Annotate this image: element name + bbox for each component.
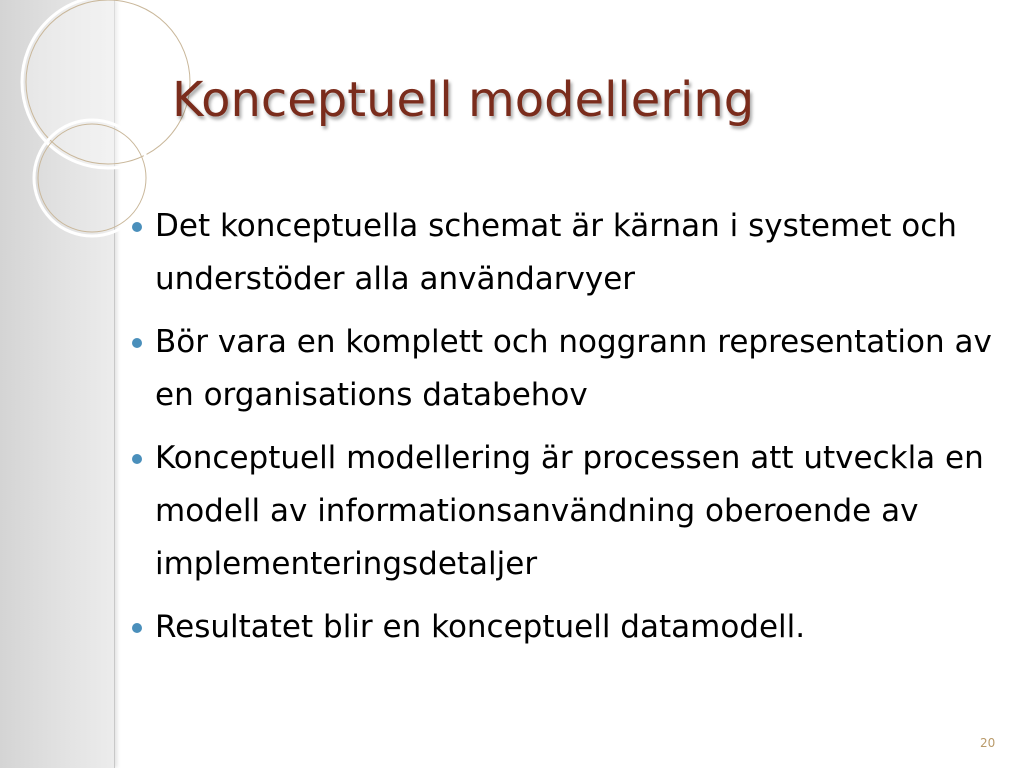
bullet-icon <box>132 222 142 232</box>
slide-title: Konceptuell modellering <box>172 72 755 128</box>
bullet-item <box>132 432 1017 591</box>
bullet-item <box>132 316 1017 422</box>
bullet-list <box>132 200 1017 664</box>
bullet-icon <box>132 623 142 633</box>
bullet-icon <box>132 338 142 348</box>
bullet-text: Resultatet blir en konceptuell datamodell. <box>155 609 806 645</box>
bullet-item <box>132 200 1017 306</box>
page-number: 20 <box>980 736 996 750</box>
bullet-text: Bör vara en komplett och noggrann representation av en organisations databehov <box>155 324 992 413</box>
bullet-text: Konceptuell modellering är processen att utveckla en modell av informationsanvändning oberoende av implementeringsdetaljer <box>155 440 984 582</box>
bullet-text: Det konceptuella schemat är kärnan i systemet och understöder alla användarvyer <box>155 208 957 297</box>
bullet-item <box>132 601 1017 654</box>
bullet-icon <box>132 454 142 464</box>
